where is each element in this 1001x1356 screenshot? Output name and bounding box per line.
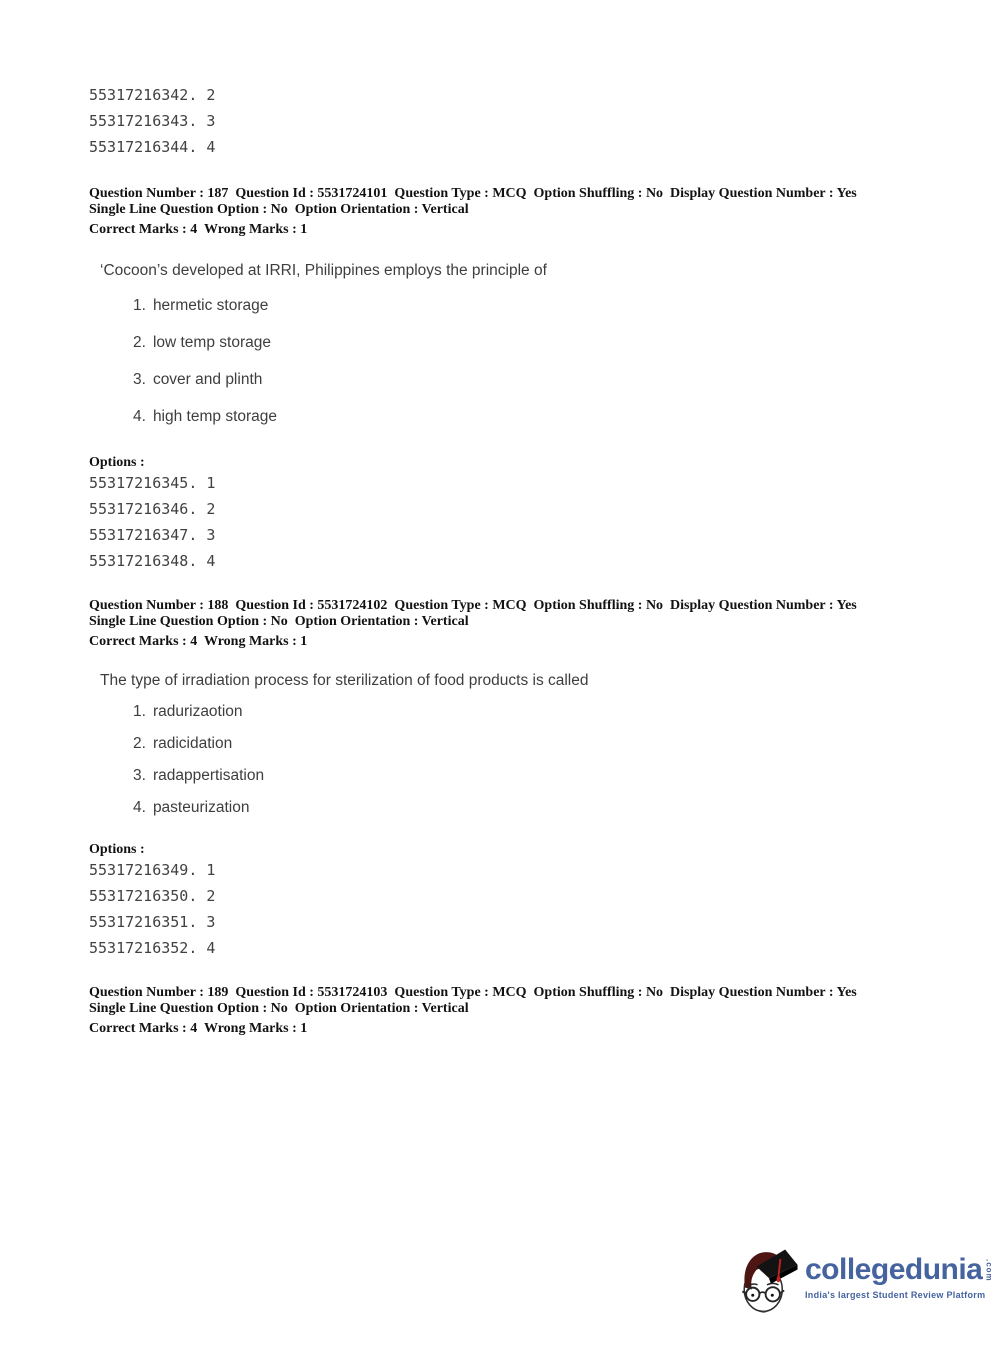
question-meta-line-2: Single Line Question Option : No Option Orientation : Vertical: [89, 201, 469, 217]
previous-question-option-ids: [89, 82, 961, 160]
question-marks-line: Correct Marks : 4 Wrong Marks : 1: [89, 634, 308, 649]
question-meta: [89, 985, 961, 1037]
choice-item: [133, 369, 961, 390]
choice-list: [133, 701, 961, 818]
choice-label: radicidation: [152, 734, 233, 752]
option-id-line: 55317216345. 1: [89, 474, 216, 492]
option-id-line: 55317216346. 2: [89, 500, 216, 518]
choice-number: 4.: [133, 407, 146, 425]
choice-number: 2.: [133, 734, 146, 752]
question-meta: [89, 598, 961, 650]
option-id-line: 55317216351. 3: [89, 913, 216, 931]
option-id-line: 55317216343. 3: [89, 112, 216, 130]
brand-row: [805, 1254, 993, 1286]
choice-item: [133, 765, 961, 786]
question-block-188: [89, 598, 961, 961]
option-id-line: 55317216348. 4: [89, 552, 216, 570]
choice-item: [133, 295, 961, 316]
question-meta-line-1: Question Number : 187 Question Id : 5531724101 Question Type : MCQ Option Shuffling : No Display Question Number : Yes: [89, 186, 857, 201]
options-heading: Options :: [89, 841, 145, 857]
choice-number: 3.: [133, 370, 146, 388]
choice-number: 4.: [133, 798, 146, 816]
question-block-189: [89, 985, 961, 1037]
option-id-line: 55317216350. 2: [89, 887, 216, 905]
choice-label: hermetic storage: [152, 296, 269, 314]
choice-label: cover and plinth: [152, 370, 263, 388]
choice-number: 1.: [133, 296, 146, 314]
question-meta-line-1: Question Number : 189 Question Id : 5531724103 Question Type : MCQ Option Shuffling : No Display Question Number : Yes: [89, 985, 857, 1000]
choice-number: 3.: [133, 766, 146, 784]
question-text: ‘Cocoon’s developed at IRRI, Philippines employs the principle of: [100, 261, 547, 279]
brand-domain-suffix: .com: [984, 1259, 994, 1282]
question-marks-line: Correct Marks : 4 Wrong Marks : 1: [89, 222, 308, 237]
choice-item: [133, 332, 961, 353]
choice-label: radurizaotion: [152, 702, 243, 720]
option-id-line: 55317216349. 1: [89, 861, 216, 879]
options-heading: Options :: [89, 454, 145, 470]
choice-number: 1.: [133, 702, 146, 720]
question-meta: [89, 186, 961, 238]
option-id-line: 55317216352. 4: [89, 939, 216, 957]
option-id-line: 55317216342. 2: [89, 86, 216, 104]
question-text: The type of irradiation process for sterilization of food products is called: [100, 671, 589, 689]
question-block-187: [89, 186, 961, 574]
choice-item: [133, 797, 961, 818]
question-marks-line: Correct Marks : 4 Wrong Marks : 1: [89, 1021, 308, 1036]
choice-label: pasteurization: [152, 798, 250, 816]
collegedunia-logo: [737, 1240, 993, 1320]
choice-label: high temp storage: [152, 407, 278, 425]
option-id-line: 55317216347. 3: [89, 526, 216, 544]
question-meta-line-1: Question Number : 188 Question Id : 5531724102 Question Type : MCQ Option Shuffling : No Display Question Number : Yes: [89, 598, 857, 613]
choice-item: [133, 701, 961, 722]
choice-label: low temp storage: [152, 333, 271, 351]
question-meta-line-2: Single Line Question Option : No Option Orientation : Vertical: [89, 613, 469, 629]
brand-wordmark: collegedunia: [805, 1253, 983, 1286]
choice-item: [133, 406, 961, 427]
option-id-list: [89, 857, 961, 961]
brand-tagline: India's largest Student Review Platform: [805, 1290, 986, 1300]
question-meta-line-2: Single Line Question Option : No Option Orientation : Vertical: [89, 1000, 469, 1016]
collegedunia-mascot-icon: [737, 1240, 799, 1320]
choice-list: [133, 295, 961, 427]
option-id-list: [89, 470, 961, 574]
choice-number: 2.: [133, 333, 146, 351]
logo-text: [805, 1240, 993, 1300]
choice-item: [133, 733, 961, 754]
option-id-line: 55317216344. 4: [89, 138, 216, 156]
choice-label: radappertisation: [152, 766, 265, 784]
